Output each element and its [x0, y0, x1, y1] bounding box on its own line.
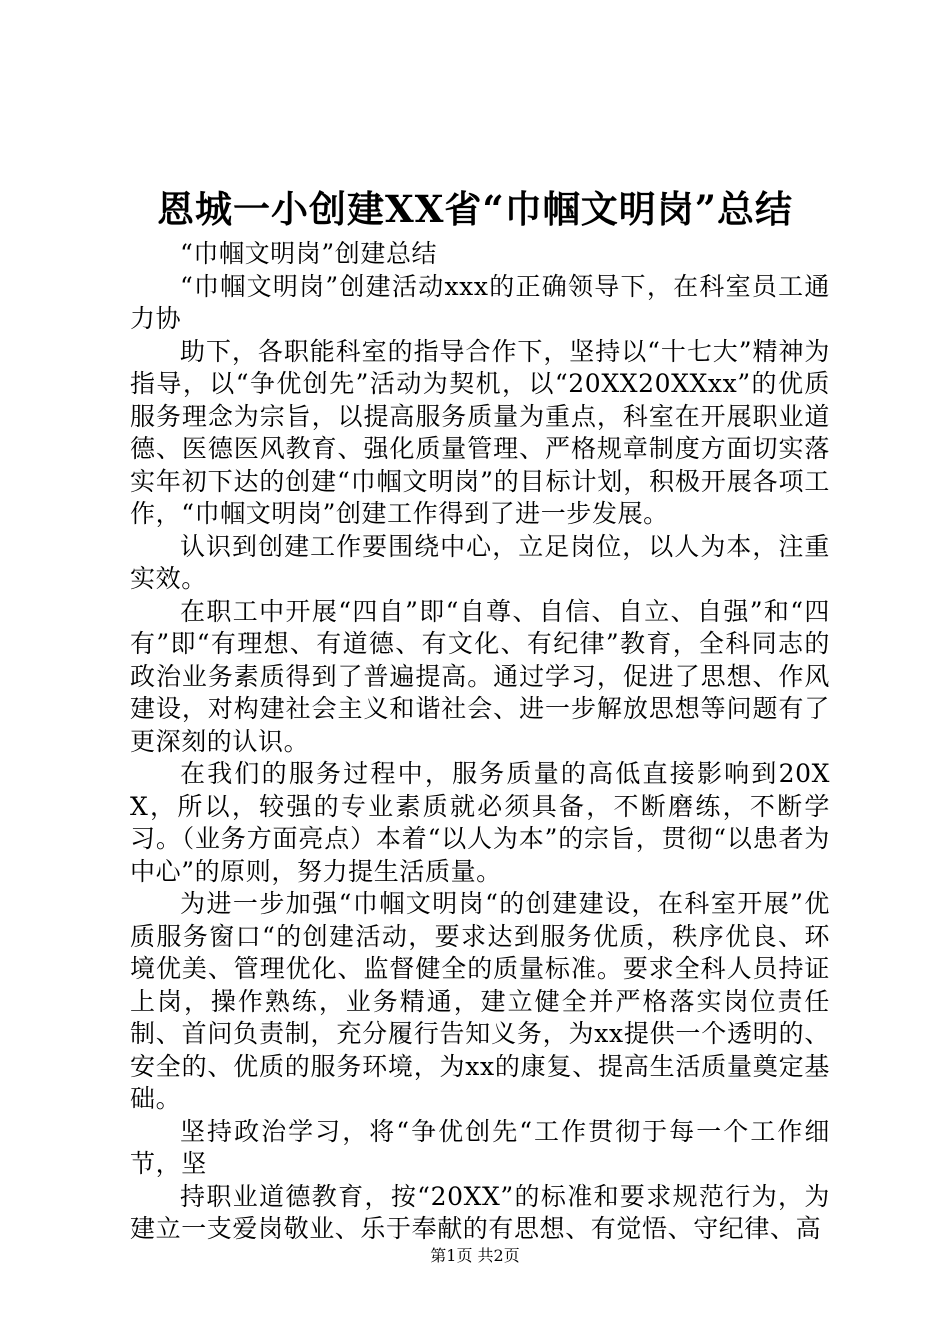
- paragraph: 持职业道德教育，按“20XX”的标准和要求规范行为，为建立一支爱岗敬业、乐于奉献的有思想、有觉悟、守纪律、高: [130, 1181, 830, 1243]
- paragraph: 在我们的服务过程中，服务质量的高低直接影响到20XX，所以，较强的专业素质就必须具备，不断磨练，不断学习。（业务方面亮点）本着“以人为本”的宗旨，贯彻“以患者为中心”的原则，努力提生活质量。: [130, 759, 830, 886]
- paragraph: 在职工中开展“四自”即“自尊、自信、自立、自强”和“四有”即“有理想、有道德、有文化、有纪律”教育，全科同志的政治业务素质得到了普遍提高。通过学习，促进了思想、作风建设，对构建社会主义和谐社会、进一步解放思想等问题有了更深刻的认识。: [130, 596, 830, 756]
- page-indicator: 第1页 共2页: [430, 1246, 520, 1265]
- paragraph: 为进一步加强“巾帼文明岗“的创建建设，在科室开展”优质服务窗口“的创建活动，要求达到服务优质，秩序优良、环境优美、管理优化、监督健全的质量标准。要求全科人员持证上岗，操作熟练，业务精通，建立健全并严格落实岗位责任制、首问负责制，充分履行告知义务，为xx提供一个透明的、安全的、优质的服务环境，为xx的康复、提高生活质量奠定基础。: [130, 889, 830, 1113]
- paragraph: 坚持政治学习，将“争优创先“工作贯彻于每一个工作细节，坚: [130, 1116, 830, 1178]
- document-body: [130, 238, 830, 1246]
- paragraph: “巾帼文明岗”创建活动xxx的正确领导下，在科室员工通力协: [130, 271, 830, 333]
- page-footer: [0, 1245, 950, 1267]
- document-title: 恩城一小创建XX省“巾帼文明岗”总结: [157, 187, 793, 231]
- paragraph: 助下，各职能科室的指导合作下，坚持以“十七大”精神为指导，以“争优创先”活动为契机，以“20XX20XXxx”的优质服务理念为宗旨，以提高服务质量为重点，科室在开展职业道德、医德医风教育、强化质量管理、严格规章制度方面切实落实年初下达的创建“巾帼文明岗”的目标计划，积极开展各项工作，“巾帼文明岗”创建工作得到了进一步发展。: [130, 336, 830, 528]
- paragraph: “巾帼文明岗”创建总结: [180, 239, 438, 268]
- paragraph: 认识到创建工作要围绕中心，立足岗位，以人为本，注重实效。: [130, 531, 830, 593]
